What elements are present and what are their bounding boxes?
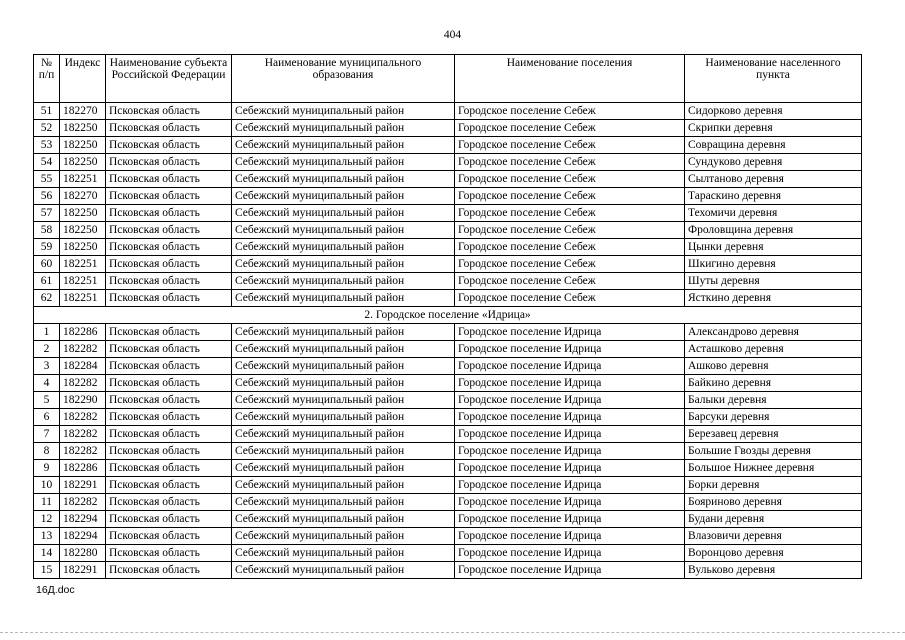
cell-index: 182282	[60, 426, 106, 443]
cell-locality: Сидорково деревня	[685, 103, 862, 120]
table-row	[34, 358, 862, 375]
cell-subject: Псковская область	[106, 494, 232, 511]
cell-locality: Скрипки деревня	[685, 120, 862, 137]
cell-locality: Вульково деревня	[685, 562, 862, 579]
cell-locality: Тараскино деревня	[685, 188, 862, 205]
cell-index: 182282	[60, 375, 106, 392]
header-subject: Наименование субъекта Российской Федерации	[106, 55, 232, 103]
cell-locality: Сылтаново деревня	[685, 171, 862, 188]
cell-no: 56	[34, 188, 60, 205]
cell-municipality: Себежский муниципальный район	[232, 477, 455, 494]
cell-locality: Шкигино деревня	[685, 256, 862, 273]
cell-no: 5	[34, 392, 60, 409]
table-row	[34, 205, 862, 222]
cell-municipality: Себежский муниципальный район	[232, 256, 455, 273]
table-row	[34, 188, 862, 205]
cell-municipality: Себежский муниципальный район	[232, 545, 455, 562]
table-row	[34, 103, 862, 120]
cell-no: 59	[34, 239, 60, 256]
cell-locality: Большие Гвозды деревня	[685, 443, 862, 460]
cell-settlement: Городское поселение Себеж	[455, 273, 685, 290]
table-row	[34, 460, 862, 477]
cell-settlement: Городское поселение Идрица	[455, 477, 685, 494]
cell-no: 57	[34, 205, 60, 222]
cell-municipality: Себежский муниципальный район	[232, 460, 455, 477]
cell-subject: Псковская область	[106, 222, 232, 239]
cell-subject: Псковская область	[106, 426, 232, 443]
cell-settlement: Городское поселение Идрица	[455, 426, 685, 443]
cell-index: 182251	[60, 273, 106, 290]
section-title: 2. Городское поселение «Идрица»	[34, 307, 862, 324]
cell-municipality: Себежский муниципальный район	[232, 392, 455, 409]
cell-municipality: Себежский муниципальный район	[232, 511, 455, 528]
cell-subject: Псковская область	[106, 375, 232, 392]
cell-settlement: Городское поселение Идрица	[455, 375, 685, 392]
table-body-sebezh	[34, 103, 862, 307]
cell-index: 182251	[60, 256, 106, 273]
cell-no: 61	[34, 273, 60, 290]
cell-index: 182294	[60, 528, 106, 545]
header-index: Индекс	[60, 55, 106, 103]
cell-subject: Псковская область	[106, 188, 232, 205]
cell-settlement: Городское поселение Себеж	[455, 120, 685, 137]
cell-index: 182250	[60, 239, 106, 256]
table-row	[34, 120, 862, 137]
table-row	[34, 494, 862, 511]
cell-index: 182282	[60, 409, 106, 426]
cell-settlement: Городское поселение Себеж	[455, 205, 685, 222]
cell-municipality: Себежский муниципальный район	[232, 409, 455, 426]
cell-municipality: Себежский муниципальный район	[232, 205, 455, 222]
cell-settlement: Городское поселение Идрица	[455, 341, 685, 358]
cell-subject: Псковская область	[106, 239, 232, 256]
cell-index: 182270	[60, 188, 106, 205]
cell-no: 53	[34, 137, 60, 154]
cell-locality: Ашково деревня	[685, 358, 862, 375]
cell-locality: Березавец деревня	[685, 426, 862, 443]
cell-subject: Псковская область	[106, 545, 232, 562]
cell-subject: Псковская область	[106, 392, 232, 409]
cell-subject: Псковская область	[106, 273, 232, 290]
cell-subject: Псковская область	[106, 460, 232, 477]
cell-settlement: Городское поселение Идрица	[455, 358, 685, 375]
cell-subject: Псковская область	[106, 290, 232, 307]
cell-index: 182251	[60, 171, 106, 188]
cell-locality: Асташково деревня	[685, 341, 862, 358]
cell-index: 182294	[60, 511, 106, 528]
cell-no: 14	[34, 545, 60, 562]
cell-subject: Псковская область	[106, 562, 232, 579]
cell-no: 12	[34, 511, 60, 528]
table-row	[34, 171, 862, 188]
cell-no: 1	[34, 324, 60, 341]
header-locality: Наименование населенного пункта	[685, 55, 862, 103]
settlements-table	[33, 54, 862, 579]
table-row	[34, 392, 862, 409]
cell-municipality: Себежский муниципальный район	[232, 341, 455, 358]
cell-locality: Александрово деревня	[685, 324, 862, 341]
cell-locality: Бояриново деревня	[685, 494, 862, 511]
cell-municipality: Себежский муниципальный район	[232, 188, 455, 205]
cell-index: 182286	[60, 460, 106, 477]
table-row	[34, 222, 862, 239]
table-row	[34, 426, 862, 443]
cell-no: 51	[34, 103, 60, 120]
table-header-row	[34, 55, 862, 103]
cell-locality: Воронцово деревня	[685, 545, 862, 562]
cell-settlement: Городское поселение Идрица	[455, 545, 685, 562]
cell-index: 182250	[60, 205, 106, 222]
cell-no: 13	[34, 528, 60, 545]
table-row	[34, 443, 862, 460]
cell-settlement: Городское поселение Себеж	[455, 171, 685, 188]
cell-locality: Большое Нижнее деревня	[685, 460, 862, 477]
table-row	[34, 409, 862, 426]
cell-settlement: Городское поселение Себеж	[455, 239, 685, 256]
cell-subject: Псковская область	[106, 154, 232, 171]
cell-subject: Псковская область	[106, 137, 232, 154]
cell-index: 182250	[60, 137, 106, 154]
cell-municipality: Себежский муниципальный район	[232, 290, 455, 307]
cell-municipality: Себежский муниципальный район	[232, 375, 455, 392]
cell-index: 182251	[60, 290, 106, 307]
cell-settlement: Городское поселение Себеж	[455, 188, 685, 205]
cell-subject: Псковская область	[106, 256, 232, 273]
cell-no: 6	[34, 409, 60, 426]
cell-no: 10	[34, 477, 60, 494]
cell-no: 11	[34, 494, 60, 511]
cell-subject: Псковская область	[106, 120, 232, 137]
table-row	[34, 256, 862, 273]
cell-locality: Цынки деревня	[685, 239, 862, 256]
cell-no: 2	[34, 341, 60, 358]
cell-index: 182291	[60, 477, 106, 494]
cell-municipality: Себежский муниципальный район	[232, 358, 455, 375]
cell-locality: Барсуки деревня	[685, 409, 862, 426]
header-municipality: Наименование муниципального образования	[232, 55, 455, 103]
cell-settlement: Городское поселение Себеж	[455, 290, 685, 307]
cell-settlement: Городское поселение Себеж	[455, 256, 685, 273]
cell-settlement: Городское поселение Идрица	[455, 460, 685, 477]
cell-settlement: Городское поселение Идрица	[455, 324, 685, 341]
header-settlement: Наименование поселения	[455, 55, 685, 103]
cell-settlement: Городское поселение Идрица	[455, 511, 685, 528]
table-section	[34, 307, 862, 324]
table-row	[34, 154, 862, 171]
cell-settlement: Городское поселение Себеж	[455, 222, 685, 239]
cell-index: 182250	[60, 120, 106, 137]
cell-settlement: Городское поселение Себеж	[455, 137, 685, 154]
cell-settlement: Городское поселение Идрица	[455, 392, 685, 409]
cell-no: 55	[34, 171, 60, 188]
table-row	[34, 477, 862, 494]
cell-municipality: Себежский муниципальный район	[232, 426, 455, 443]
cell-settlement: Городское поселение Идрица	[455, 562, 685, 579]
table-row	[34, 545, 862, 562]
cell-no: 7	[34, 426, 60, 443]
cell-subject: Псковская область	[106, 477, 232, 494]
table-row	[34, 341, 862, 358]
cell-settlement: Городское поселение Идрица	[455, 409, 685, 426]
cell-municipality: Себежский муниципальный район	[232, 528, 455, 545]
table-row	[34, 137, 862, 154]
cell-locality: Байкино деревня	[685, 375, 862, 392]
header-no: № п/п	[34, 55, 60, 103]
cell-locality: Борки деревня	[685, 477, 862, 494]
cell-subject: Псковская область	[106, 443, 232, 460]
cell-municipality: Себежский муниципальный район	[232, 562, 455, 579]
cell-no: 52	[34, 120, 60, 137]
cell-subject: Псковская область	[106, 409, 232, 426]
table-row	[34, 528, 862, 545]
table-row	[34, 239, 862, 256]
cell-locality: Сундуково деревня	[685, 154, 862, 171]
cell-no: 62	[34, 290, 60, 307]
table-row	[34, 562, 862, 579]
cell-subject: Псковская область	[106, 341, 232, 358]
cell-index: 182290	[60, 392, 106, 409]
cell-municipality: Себежский муниципальный район	[232, 154, 455, 171]
cell-settlement: Городское поселение Идрица	[455, 494, 685, 511]
cell-subject: Псковская область	[106, 205, 232, 222]
cell-index: 182282	[60, 341, 106, 358]
page-number: 404	[443, 29, 462, 41]
cell-locality: Фроловщина деревня	[685, 222, 862, 239]
cell-municipality: Себежский муниципальный район	[232, 239, 455, 256]
cell-locality: Будани деревня	[685, 511, 862, 528]
cell-no: 8	[34, 443, 60, 460]
cell-municipality: Себежский муниципальный район	[232, 324, 455, 341]
cell-index: 182284	[60, 358, 106, 375]
cell-locality: Техомичи деревня	[685, 205, 862, 222]
cell-no: 54	[34, 154, 60, 171]
table-row	[34, 511, 862, 528]
footer-filename: 16Д.doc	[36, 584, 75, 596]
table-body-idritsa	[34, 324, 862, 579]
cell-subject: Псковская область	[106, 171, 232, 188]
cell-no: 60	[34, 256, 60, 273]
cell-index: 182291	[60, 562, 106, 579]
cell-municipality: Себежский муниципальный район	[232, 137, 455, 154]
cell-municipality: Себежский муниципальный район	[232, 443, 455, 460]
cell-municipality: Себежский муниципальный район	[232, 120, 455, 137]
cell-municipality: Себежский муниципальный район	[232, 273, 455, 290]
section-row	[34, 307, 862, 324]
cell-index: 182282	[60, 494, 106, 511]
cell-no: 9	[34, 460, 60, 477]
cell-locality: Ясткино деревня	[685, 290, 862, 307]
cell-municipality: Себежский муниципальный район	[232, 494, 455, 511]
table-row	[34, 324, 862, 341]
cell-settlement: Городское поселение Идрица	[455, 443, 685, 460]
scan-edge-line	[0, 632, 905, 634]
cell-no: 15	[34, 562, 60, 579]
cell-index: 182250	[60, 154, 106, 171]
cell-subject: Псковская область	[106, 511, 232, 528]
cell-locality: Балыки деревня	[685, 392, 862, 409]
cell-index: 182280	[60, 545, 106, 562]
cell-settlement: Городское поселение Себеж	[455, 154, 685, 171]
cell-index: 182282	[60, 443, 106, 460]
cell-locality: Влазовичи деревня	[685, 528, 862, 545]
table-row	[34, 290, 862, 307]
cell-index: 182250	[60, 222, 106, 239]
cell-no: 58	[34, 222, 60, 239]
cell-subject: Псковская область	[106, 103, 232, 120]
cell-settlement: Городское поселение Себеж	[455, 103, 685, 120]
cell-no: 4	[34, 375, 60, 392]
cell-subject: Псковская область	[106, 528, 232, 545]
cell-locality: Шуты деревня	[685, 273, 862, 290]
cell-municipality: Себежский муниципальный район	[232, 103, 455, 120]
cell-index: 182286	[60, 324, 106, 341]
cell-settlement: Городское поселение Идрица	[455, 528, 685, 545]
cell-municipality: Себежский муниципальный район	[232, 171, 455, 188]
cell-index: 182270	[60, 103, 106, 120]
table-row	[34, 273, 862, 290]
cell-subject: Псковская область	[106, 358, 232, 375]
cell-subject: Псковская область	[106, 324, 232, 341]
cell-locality: Совращина деревня	[685, 137, 862, 154]
cell-municipality: Себежский муниципальный район	[232, 222, 455, 239]
cell-no: 3	[34, 358, 60, 375]
table-row	[34, 375, 862, 392]
